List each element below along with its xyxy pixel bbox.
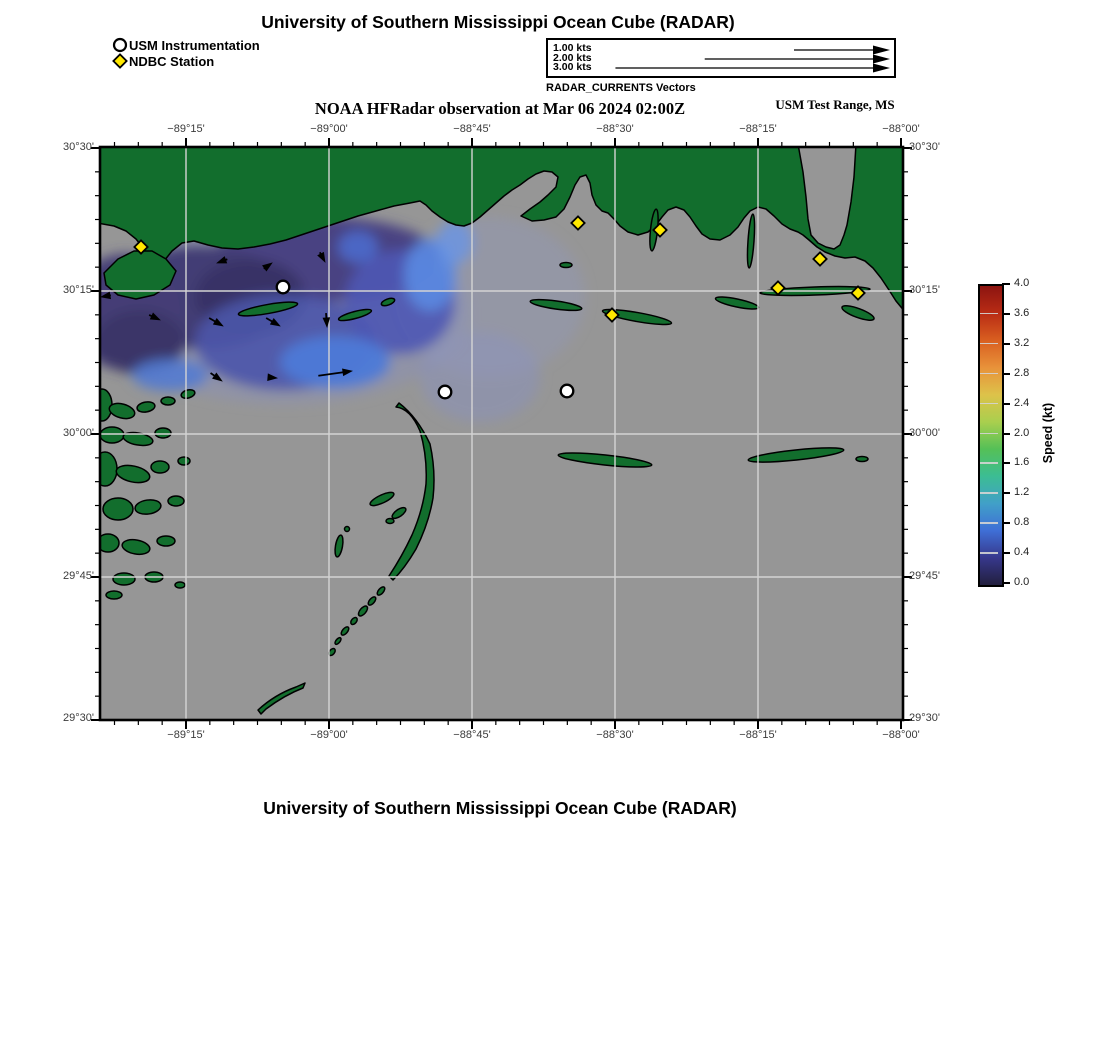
usm-instrument-marker (439, 386, 452, 399)
scale-arrow-head (873, 46, 890, 55)
region-label: USM Test Range, MS (775, 97, 895, 112)
figure-title: University of Southern Mississippi Ocean Cube (RADAR) (261, 12, 735, 32)
legend-ndbc-label: NDBC Station (129, 54, 215, 69)
colorbar-tick-label: 0.4 (1014, 546, 1030, 559)
colorbar-tick-label: 0.0 (1014, 576, 1030, 588)
colorbar-tick-label: 1.6 (1014, 456, 1030, 469)
y-tick-label-right: 30°30' (909, 141, 940, 153)
colorbar-tick (1002, 343, 1010, 345)
vector-scale-box (546, 38, 896, 78)
figure-subtitle: NOAA HFRadar observation at Mar 06 2024 02:00Z (314, 99, 686, 118)
colorbar-tick (1002, 582, 1010, 584)
x-tick-label-bottom: −88°45' (453, 729, 491, 741)
colorbar-tick (1002, 283, 1010, 285)
y-tick-label-left: 30°00' (63, 427, 94, 439)
vector-scale-arrows (548, 40, 894, 76)
colorbar-tick-label: 3.6 (1014, 306, 1030, 319)
vector-scale-1kt-label: 1.00 kts (553, 42, 592, 54)
colorbar-crossline (980, 373, 998, 375)
y-tick-label-left: 30°30' (63, 141, 94, 153)
x-tick-label-top: −89°15' (167, 123, 205, 135)
x-tick-label-top: −88°45' (453, 123, 491, 135)
colorbar-crossline (980, 522, 998, 524)
colorbar-tick-label: 4.0 (1014, 277, 1030, 289)
y-tick-label-right: 29°45' (909, 570, 940, 582)
colorbar-tick-label: 3.2 (1014, 336, 1030, 349)
colorbar-crossline (980, 492, 998, 494)
y-tick-label-right: 29°30' (909, 712, 940, 724)
colorbar-crossline (980, 433, 998, 435)
colorbar-crossline (980, 343, 998, 345)
x-tick-label-top: −88°30' (596, 123, 634, 135)
scale-arrow-head (873, 64, 890, 73)
colorbar-title: Speed (kt) (1041, 402, 1055, 464)
colorbar-tick-label: 2.8 (1014, 366, 1030, 379)
figure-bottom-title: University of Southern Mississippi Ocean Cube (RADAR) (263, 798, 737, 818)
colorbar-tick-label: 2.0 (1014, 426, 1030, 439)
colorbar-tick (1002, 522, 1010, 524)
usm-circle-icon (114, 39, 126, 51)
usm-instrument-marker (561, 385, 574, 398)
y-tick-label-right: 30°15' (909, 284, 940, 296)
y-tick-label-left: 30°15' (63, 284, 94, 296)
scale-arrow-head (873, 55, 890, 64)
colorbar-tick-label: 2.4 (1014, 396, 1030, 409)
x-tick-label-top: −88°15' (739, 123, 777, 135)
colorbar-tick (1002, 403, 1010, 405)
colorbar-tick (1002, 373, 1010, 375)
x-tick-label-bottom: −89°00' (310, 729, 348, 741)
colorbar-tick (1002, 552, 1010, 554)
colorbar (978, 284, 1004, 587)
x-tick-label-bottom: −88°15' (739, 729, 777, 741)
colorbar-tick (1002, 492, 1010, 494)
ndbc-diamond-icon (113, 54, 126, 67)
colorbar-tick (1002, 462, 1010, 464)
colorbar-tick (1002, 313, 1010, 315)
vector-scale-2kt-label: 2.00 kts (553, 51, 592, 64)
colorbar-tick-label: 1.2 (1014, 486, 1030, 499)
y-tick-label-right: 30°00' (909, 427, 940, 439)
x-tick-label-bottom: −88°00' (882, 729, 920, 741)
y-tick-label-left: 29°30' (63, 712, 94, 724)
x-tick-label-bottom: −88°30' (596, 729, 634, 741)
colorbar-crossline (980, 462, 998, 464)
colorbar-tick (1002, 433, 1010, 435)
map-canvas (85, 130, 930, 745)
x-tick-label-bottom: −89°15' (167, 729, 205, 741)
y-tick-label-left: 29°45' (63, 570, 94, 582)
legend-usm-label: USM Instrumentation (129, 38, 260, 53)
colorbar-crossline (980, 552, 998, 554)
colorbar-crossline (980, 403, 998, 405)
x-tick-label-top: −88°00' (882, 123, 920, 135)
vector-scale-3kt-label: 3.00 kts (553, 61, 592, 73)
colorbar-tick-label: 0.8 (1014, 516, 1030, 529)
usm-instrument-marker (277, 281, 290, 294)
vector-scale-title: RADAR_CURRENTS Vectors (546, 82, 696, 94)
colorbar-crossline (980, 313, 998, 315)
x-tick-label-top: −89°00' (310, 123, 348, 135)
